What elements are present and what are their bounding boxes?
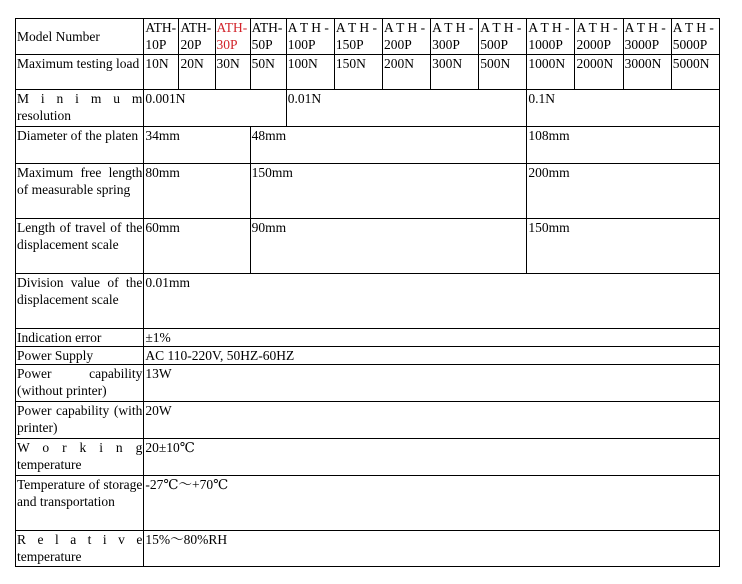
min-resolution-value: 0.001N	[144, 90, 286, 127]
storage-temperature-row	[16, 476, 720, 531]
model-cell: A T H - 5000P	[671, 19, 719, 55]
max-free-length-label: Maximum free length of measurable spring	[16, 164, 144, 219]
max-load-label: Maximum testing load	[16, 55, 144, 90]
model-cell: A T H - 100P	[286, 19, 334, 55]
travel-length-label: Length of travel of the displacement scale	[16, 219, 144, 274]
indication-error-row	[16, 329, 720, 347]
model-cell: A T H - 500P	[479, 19, 527, 55]
storage-temperature-label: Temperature of storage and transportation	[16, 476, 144, 531]
power-supply-row	[16, 347, 720, 365]
travel-length-row	[16, 219, 720, 274]
max-load-value: 500N	[479, 55, 527, 90]
min-resolution-row	[16, 90, 720, 127]
max-load-value: 200N	[382, 55, 430, 90]
travel-length-value: 60mm	[144, 219, 250, 274]
power-supply-value: AC 110-220V, 50HZ-60HZ	[144, 347, 720, 365]
relative-humidity-value: 15%～80%RH	[144, 531, 720, 567]
platen-diameter-value: 48mm	[250, 127, 527, 164]
max-load-value: 10N	[144, 55, 179, 90]
indication-error-value: ±1%	[144, 329, 720, 347]
model-cell-highlighted: ATH- 30P	[215, 19, 250, 55]
model-number-row	[16, 19, 720, 55]
max-load-value: 300N	[431, 55, 479, 90]
max-load-value: 50N	[250, 55, 286, 90]
max-free-length-value: 150mm	[250, 164, 527, 219]
model-cell: A T H - 3000P	[623, 19, 671, 55]
model-cell: A T H - 1000P	[527, 19, 575, 55]
model-cell: A T H - 150P	[334, 19, 382, 55]
model-cell: A T H - 300P	[431, 19, 479, 55]
max-load-value: 1000N	[527, 55, 575, 90]
max-load-value: 100N	[286, 55, 334, 90]
max-load-value: 30N	[215, 55, 250, 90]
working-temperature-value: 20±10℃	[144, 439, 720, 476]
working-temperature-label: W o r k i n g temperature	[16, 439, 144, 476]
max-load-value: 5000N	[671, 55, 719, 90]
max-load-row	[16, 55, 720, 90]
platen-diameter-value: 34mm	[144, 127, 250, 164]
platen-diameter-value: 108mm	[527, 127, 720, 164]
max-free-length-row	[16, 164, 720, 219]
division-value-row	[16, 274, 720, 329]
min-resolution-label: M i n i m u m resolution	[16, 90, 144, 127]
relative-humidity-row	[16, 531, 720, 567]
model-cell: A T H - 2000P	[575, 19, 623, 55]
power-supply-label: Power Supply	[16, 347, 144, 365]
max-free-length-value: 200mm	[527, 164, 720, 219]
min-resolution-value: 0.01N	[286, 90, 527, 127]
power-without-printer-label: Power capability (without printer)	[16, 365, 144, 402]
power-with-printer-label: Power capability (with printer)	[16, 402, 144, 439]
travel-length-value: 90mm	[250, 219, 527, 274]
model-cell: A T H - 200P	[382, 19, 430, 55]
power-with-printer-row	[16, 402, 720, 439]
division-value-value: 0.01mm	[144, 274, 720, 329]
max-load-value: 20N	[179, 55, 215, 90]
min-resolution-value: 0.1N	[527, 90, 720, 127]
power-with-printer-value: 20W	[144, 402, 720, 439]
max-free-length-value: 80mm	[144, 164, 250, 219]
power-without-printer-value: 13W	[144, 365, 720, 402]
working-temperature-row	[16, 439, 720, 476]
model-cell: ATH- 50P	[250, 19, 286, 55]
platen-diameter-row	[16, 127, 720, 164]
max-load-value: 2000N	[575, 55, 623, 90]
indication-error-label: Indication error	[16, 329, 144, 347]
travel-length-value: 150mm	[527, 219, 720, 274]
max-load-value: 3000N	[623, 55, 671, 90]
storage-temperature-value: -27℃～+70℃	[144, 476, 720, 531]
model-cell: ATH- 20P	[179, 19, 215, 55]
power-without-printer-row	[16, 365, 720, 402]
specification-table	[15, 18, 720, 567]
model-cell: ATH- 10P	[144, 19, 179, 55]
relative-humidity-label: R e l a t i v e temperature	[16, 531, 144, 567]
max-load-value: 150N	[334, 55, 382, 90]
division-value-label: Division value of the displacement scale	[16, 274, 144, 329]
platen-diameter-label: Diameter of the platen	[16, 127, 144, 164]
model-number-label: Model Number	[16, 19, 144, 55]
